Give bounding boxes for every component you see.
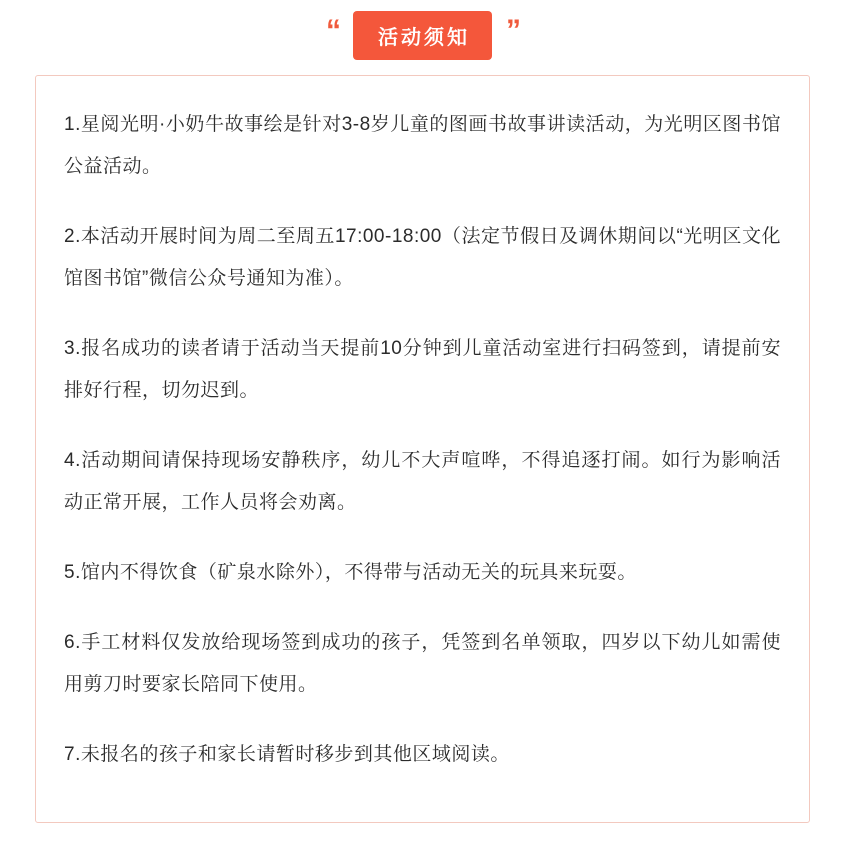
list-item: 5.馆内不得饮食（矿泉水除外），不得带与活动无关的玩具来玩耍。 bbox=[64, 562, 637, 583]
page-title: 活动须知 bbox=[353, 11, 492, 60]
list-item: 1.星阅光明·小奶牛故事绘是针对3-8岁儿童的图画书故事讲读活动，为光明区图书馆公益活动。 bbox=[64, 114, 781, 177]
notice-list bbox=[64, 104, 781, 776]
notice-card bbox=[35, 75, 810, 823]
list-item: 2.本活动开展时间为周二至周五17:00-18:00（法定节假日及调休期间以“光明区文化馆图书馆”微信公众号通知为准）。 bbox=[64, 226, 781, 289]
list-item: 7.未报名的孩子和家长请暂时移步到其他区域阅读。 bbox=[64, 744, 510, 765]
quote-right-icon: ” bbox=[506, 14, 519, 47]
page-header bbox=[0, 0, 845, 70]
quote-left-icon: “ bbox=[326, 14, 339, 47]
list-item: 4.活动期间请保持现场安静秩序，幼儿不大声喧哗，不得追逐打闹。如行为影响活动正常开展，工作人员将会劝离。 bbox=[64, 450, 781, 513]
list-item: 3.报名成功的读者请于活动当天提前10分钟到儿童活动室进行扫码签到，请提前安排好行程，切勿迟到。 bbox=[64, 338, 781, 401]
list-item: 6.手工材料仅发放给现场签到成功的孩子，凭签到名单领取，四岁以下幼儿如需使用剪刀时要家长陪同下使用。 bbox=[64, 632, 781, 695]
